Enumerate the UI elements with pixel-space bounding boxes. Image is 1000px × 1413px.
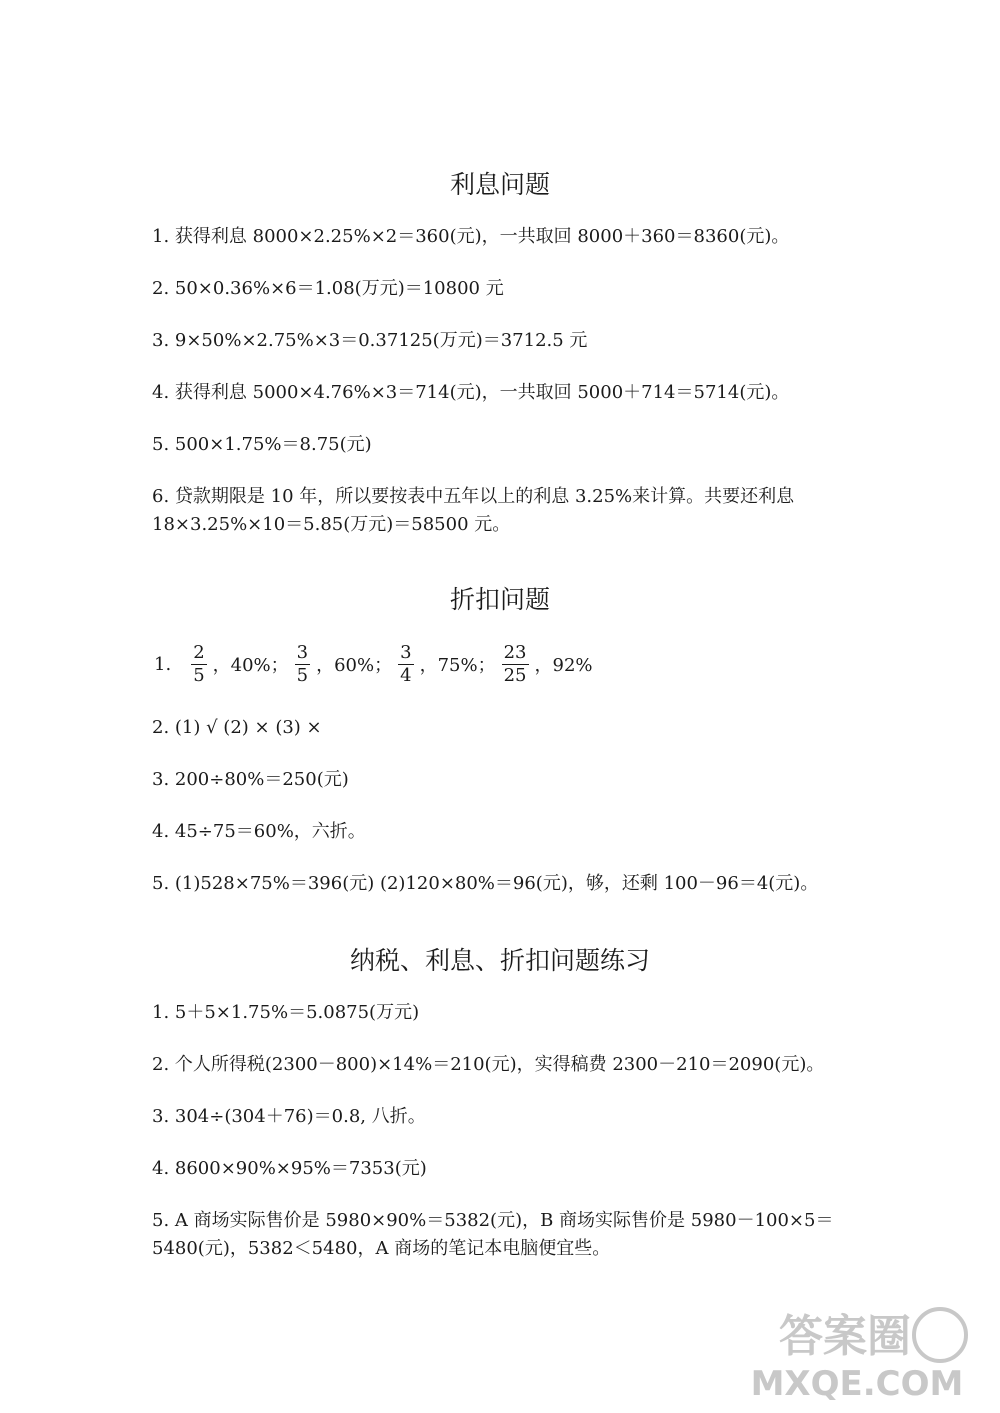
fraction-numerator: 3 <box>296 641 309 663</box>
answer-line: 1. 获得利息 8000×2.25%×2＝360(元)，一共取回 8000＋360＝8360(元)。 <box>152 226 790 247</box>
answer-line: 5. (1)528×75%＝396(元) (2)120×80%＝96(元)，够，还剩 100－96＝4(元)。 <box>152 873 819 894</box>
watermark-ring-icon <box>914 1309 966 1361</box>
answer-line: 5480(元)，5382＜5480，A 商场的笔记本电脑便宜些。 <box>152 1238 611 1259</box>
answer-line: 2. 50×0.36%×6＝1.08(万元)＝10800 元 <box>152 278 504 299</box>
fraction-denominator: 4 <box>400 664 412 686</box>
answer-line: 18×3.25%×10＝5.85(万元)＝58500 元。 <box>152 514 511 535</box>
answer-line: 1. 5＋5×1.75%＝5.0875(万元) <box>152 1002 420 1023</box>
fraction-numerator: 2 <box>193 641 205 663</box>
section-title-discount: 折扣问题 <box>449 585 550 614</box>
answer-line: 2. 个人所得税(2300－800)×14%＝210(元)，实得稿费 2300－210＝2090(元)。 <box>152 1054 825 1075</box>
fraction <box>502 642 529 687</box>
fraction-denominator: 5 <box>193 664 205 686</box>
fraction-denominator: 5 <box>296 664 309 686</box>
answer-line: 4. 8600×90%×95%＝7353(元) <box>152 1158 427 1179</box>
section-title-interest: 利息问题 <box>449 170 550 199</box>
answer-line: 3. 304÷(304＋76)＝0.8, 八折。 <box>152 1106 426 1127</box>
fraction-numerator: 3 <box>400 641 412 663</box>
fraction-denominator: 25 <box>503 664 527 686</box>
section-title-practice: 纳税、利息、折扣问题练习 <box>349 946 650 975</box>
fraction-numerator: 23 <box>503 641 527 663</box>
fraction <box>295 642 310 687</box>
watermark-bottom-text: MXQE.COM <box>750 1364 964 1404</box>
answer-number: 1. <box>154 653 172 675</box>
watermark-top-text: 答案圈 <box>779 1311 911 1362</box>
answer-line: 5. A 商场实际售价是 5980×90%＝5382(元)，B 商场实际售价是 5980－100×5＝ <box>152 1210 834 1231</box>
watermark-logo <box>735 1295 980 1405</box>
fraction-percent: ，40%； <box>212 655 289 676</box>
answer-line: 3. 200÷80%＝250(元) <box>152 769 349 790</box>
answer-line: 5. 500×1.75%＝8.75(元) <box>152 434 372 455</box>
fraction-percent: ，75%； <box>419 655 496 676</box>
fraction-percent: ，60%； <box>316 655 393 676</box>
answer-line: 4. 45÷75＝60%，六折。 <box>152 821 366 842</box>
answer-line: 6. 贷款期限是 10 年，所以要按表中五年以上的利息 3.25%来计算。共要还利息 <box>152 486 795 507</box>
answer-line: 3. 9×50%×2.75%×3＝0.37125(万元)＝3712.5 元 <box>152 330 588 351</box>
answer-line: 2. (1) √ (2) × (3) × <box>152 717 322 738</box>
fraction <box>191 642 206 687</box>
fraction <box>398 642 413 687</box>
fraction-percent: ，92% <box>534 655 593 676</box>
answer-line: 4. 获得利息 5000×4.76%×3＝714(元)，一共取回 5000＋714＝5714(元)。 <box>152 382 790 403</box>
fraction-answer-line <box>152 638 595 690</box>
